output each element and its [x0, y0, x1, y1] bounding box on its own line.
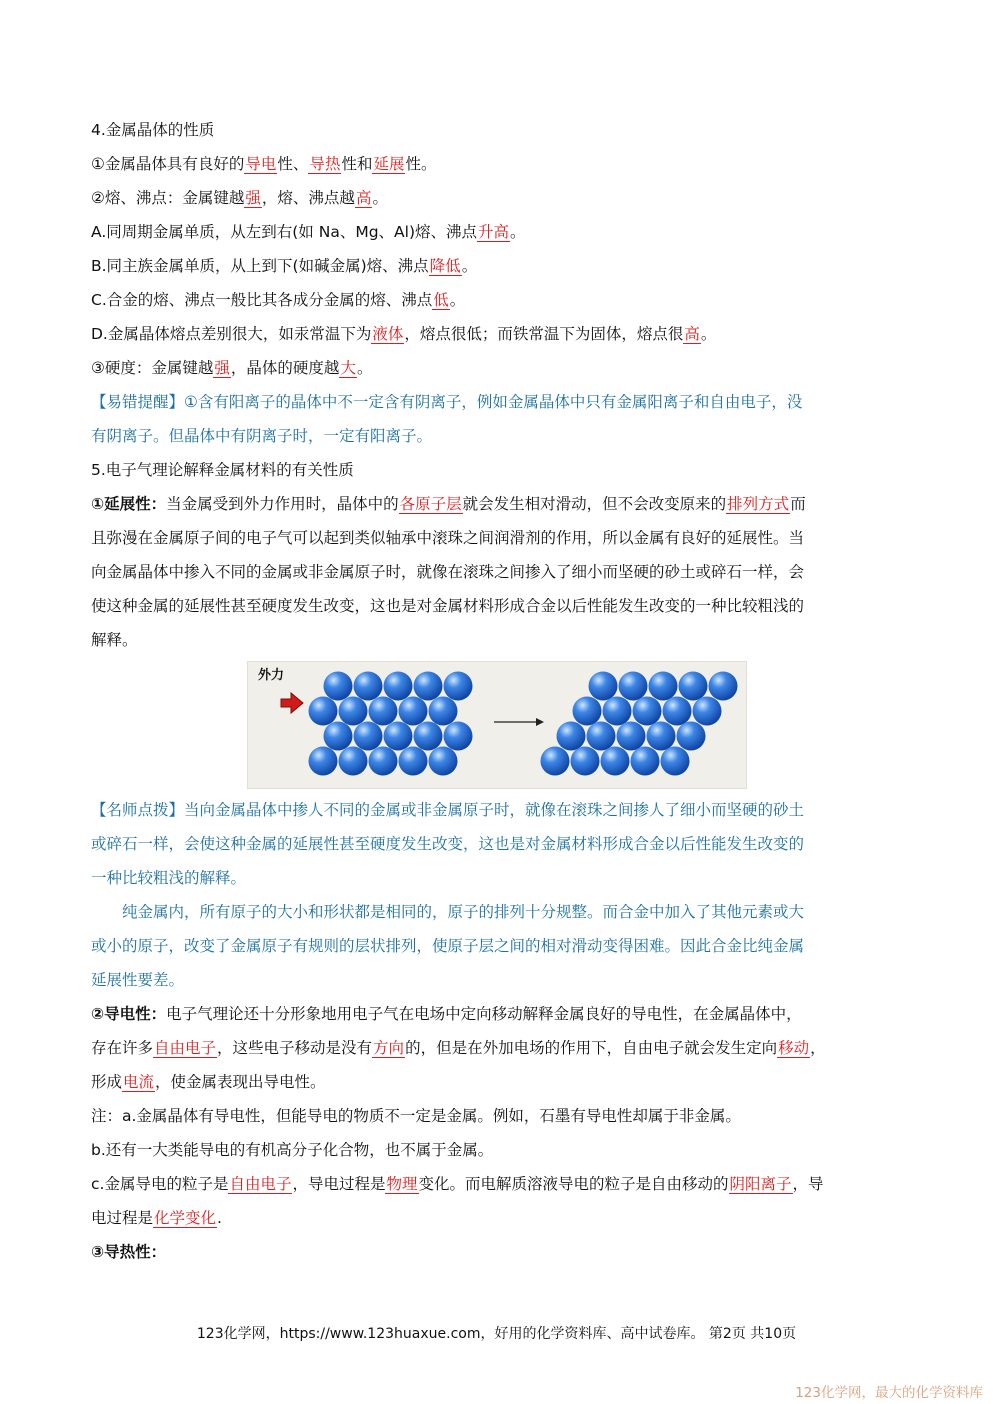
thermal-conductivity-heading: ③导热性： [91, 1243, 167, 1261]
answer: 延展 [373, 155, 405, 173]
atom-sphere [309, 747, 338, 776]
conductivity-label: ②导电性： [91, 1005, 167, 1023]
ductility-line-3: 向金属晶体中掺入不同的金属或非金属原子时，就像在滚珠之间掺入了细小而坚硬的砂土或碎石一样，会 [91, 563, 805, 581]
text: 性、 [277, 155, 309, 173]
text: ，晶体的硬度越 [230, 359, 340, 377]
atom-sphere [619, 672, 648, 701]
atom-sphere [649, 672, 678, 701]
slipped-atom-layers [541, 672, 738, 776]
atom-sphere [354, 722, 383, 751]
text: 电子气理论还十分形象地用电子气在电场中定向移动解释金属良好的导电性，在金属晶体中， [166, 1005, 802, 1023]
atom-sphere [354, 672, 383, 701]
text: ，这些电子移动是没有 [217, 1039, 373, 1057]
atom-sphere [677, 722, 706, 751]
atom-layer-diagram [248, 662, 746, 788]
property-line-3 [91, 358, 372, 378]
text: ，使金属表现出导电性。 [155, 1073, 326, 1091]
atom-layer-slip-figure [247, 661, 747, 789]
atom-sphere [339, 697, 368, 726]
text: 的，但是在外加电场的作用下，自由电子就会发生定向 [405, 1039, 778, 1057]
text: B.同主族金属单质，从上到下(如碱金属)熔、沸点 [91, 257, 429, 275]
text: ， [810, 1039, 826, 1057]
section-5-title: 5.电子气理论解释金属材料的有关性质 [91, 461, 354, 479]
answer: 大 [340, 359, 356, 377]
text: ，熔、沸点越 [261, 189, 355, 207]
teacher-tip-line-1: 【名师点拨】当向金属晶体中掺人不同的金属或非金属原子时，就像在滚珠之间掺人了细小而坚硬的砂土 [91, 801, 805, 819]
note-line-b: b.还有一大类能导电的有机高分子化合物，也不属于金属。 [91, 1141, 494, 1159]
text: 变化。而电解质溶液导电的粒子是自由移动的 [418, 1175, 729, 1193]
atom-sphere [399, 697, 428, 726]
text: 电过程是 [91, 1209, 154, 1227]
text: 而 [790, 495, 806, 513]
answer: 方向 [373, 1039, 405, 1057]
atom-sphere [309, 697, 338, 726]
answer: 液体 [372, 325, 404, 343]
force-arrow-icon [281, 693, 303, 713]
atom-sphere [633, 697, 662, 726]
answer: 阴阳离子 [729, 1175, 792, 1193]
text: 。 [700, 325, 717, 343]
text: 。 [461, 257, 478, 275]
ductility-line-1 [91, 494, 806, 514]
atom-sphere [429, 697, 458, 726]
atom-sphere [617, 722, 646, 751]
atom-sphere [693, 697, 722, 726]
atom-sphere [603, 697, 632, 726]
atom-sphere [414, 722, 443, 751]
note-line-c2 [91, 1208, 222, 1228]
atom-sphere [444, 672, 473, 701]
atom-sphere [661, 747, 690, 776]
text: ③硬度：金属键越 [91, 359, 214, 377]
answer: 强 [245, 189, 261, 207]
atom-sphere [679, 672, 708, 701]
original-atom-layers [309, 672, 473, 776]
atom-sphere [647, 722, 676, 751]
note-line-c1 [91, 1174, 824, 1194]
text: 。 [372, 189, 388, 207]
answer: 电流 [123, 1073, 155, 1091]
answer: 自由电子 [154, 1039, 217, 1057]
atom-sphere [631, 747, 660, 776]
atom-sphere [663, 697, 692, 726]
answer: 高 [684, 325, 700, 343]
atom-sphere [601, 747, 630, 776]
answer: 排列方式 [727, 495, 790, 513]
atom-sphere [571, 747, 600, 776]
text: 。 [356, 359, 373, 377]
property-line-C [91, 290, 465, 310]
text: ，导电过程是 [292, 1175, 386, 1193]
conductivity-line-3 [91, 1072, 326, 1092]
atom-sphere [587, 722, 616, 751]
answer: 降低 [429, 257, 461, 275]
atom-sphere [414, 672, 443, 701]
text: 。 [449, 291, 466, 309]
site-watermark: 123化学网，最大的化学资料库 [795, 1385, 983, 1401]
answer: 各原子层 [399, 495, 462, 513]
atom-sphere [339, 747, 368, 776]
answer: 化学变化 [154, 1209, 217, 1227]
text: 。 [510, 223, 526, 241]
note-line-a: 注：a.金属晶体有导电性，但能导电的物质不一定是金属。例如，石墨有导电性却属于非金属。 [91, 1107, 741, 1125]
atom-sphere [429, 747, 458, 776]
page-footer: 123化学网，https://www.123huaxue.com，好用的化学资料库、高中试卷库。 第2页 共10页 [196, 1326, 797, 1342]
text: ，导 [792, 1175, 824, 1193]
atom-sphere [384, 722, 413, 751]
atom-sphere [369, 747, 398, 776]
text: ①金属晶体具有良好的 [91, 155, 245, 173]
teacher-tip-line-3: 一种比较粗浅的解释。 [91, 869, 247, 887]
atom-sphere [324, 672, 353, 701]
text: . [217, 1209, 222, 1227]
text: 存在许多 [91, 1039, 154, 1057]
property-line-B [91, 256, 477, 276]
text: ②熔、沸点：金属键越 [91, 189, 245, 207]
atom-sphere [541, 747, 570, 776]
atom-sphere [557, 722, 586, 751]
atom-sphere [324, 722, 353, 751]
teacher-tip-line-2: 或碎石一样，会使这种金属的延展性甚至硬度发生改变，这也是对金属材料形成合金以后性能发生改变的 [91, 835, 805, 853]
answer: 自由电子 [229, 1175, 292, 1193]
ductility-line-2: 且弥漫在金属原子间的电子气可以起到类似轴承中滚珠之间润滑剂的作用，所以金属有良好的延展性。当 [91, 529, 805, 547]
property-line-D [91, 324, 716, 344]
transform-arrow-icon [494, 718, 544, 726]
text: 形成 [91, 1073, 123, 1091]
answer: 高 [355, 189, 372, 207]
teacher-tip-line-5: 或小的原子，改变了金属原子有规则的层状排列，使原子层之间的相对滑动变得困难。因此合金比纯金属 [91, 937, 805, 955]
conductivity-line-1 [91, 1004, 802, 1024]
error-tip-line-2: 有阴离子。但晶体中有阴离子时，一定有阳离子。 [91, 427, 433, 445]
atom-sphere [369, 697, 398, 726]
ductility-line-5: 解释。 [91, 631, 138, 649]
atom-sphere [399, 747, 428, 776]
atom-sphere [589, 672, 618, 701]
atom-sphere [709, 672, 738, 701]
atom-sphere [573, 697, 602, 726]
answer: 移动 [778, 1039, 810, 1057]
external-force-label: 外力 [258, 668, 285, 683]
text: c.金属导电的粒子是 [91, 1175, 229, 1193]
atom-sphere [384, 672, 413, 701]
text: ，熔点很低；而铁常温下为固体，熔点很 [404, 325, 684, 343]
conductivity-line-2 [91, 1038, 826, 1058]
text: D.金属晶体熔点差别很大，如汞常温下为 [91, 325, 372, 343]
error-tip-line-1: 【易错提醒】①含有阳离子的晶体中不一定含有阴离子，例如金属晶体中只有金属阳离子和自由电子，没 [91, 393, 803, 411]
answer: 导热 [309, 155, 341, 173]
section-4-title: 4.金属晶体的性质 [91, 121, 215, 139]
ductility-label: ①延展性： [91, 495, 167, 513]
teacher-tip-line-4: 纯金属内，所有原子的大小和形状都是相同的，原子的排列十分规整。而合金中加入了其他元素或大 [122, 903, 805, 921]
property-line-2 [91, 188, 388, 208]
answer: 低 [433, 291, 449, 309]
property-line-A [91, 222, 526, 242]
text: 就会发生相对滑动，但不会改变原来的 [462, 495, 727, 513]
atom-sphere [444, 722, 473, 751]
answer: 物理 [386, 1175, 418, 1193]
answer: 导电 [245, 155, 277, 173]
text: 当金属受到外力作用时，晶体中的 [166, 495, 399, 513]
property-line-1 [91, 154, 437, 174]
text: A.同周期金属单质，从左到右(如 Na、Mg、Al)熔、沸点 [91, 223, 477, 241]
teacher-tip-line-6: 延展性要差。 [91, 971, 185, 989]
text: 性和 [341, 155, 373, 173]
ductility-line-4: 使这种金属的延展性甚至硬度发生改变，这也是对金属材料形成合金以后性能发生改变的一种比较粗浅的 [91, 597, 805, 615]
answer: 强 [214, 359, 230, 377]
answer: 升高 [478, 223, 510, 241]
text: C.合金的熔、沸点一般比其各成分金属的熔、沸点 [91, 291, 433, 309]
text: 性。 [405, 155, 437, 173]
